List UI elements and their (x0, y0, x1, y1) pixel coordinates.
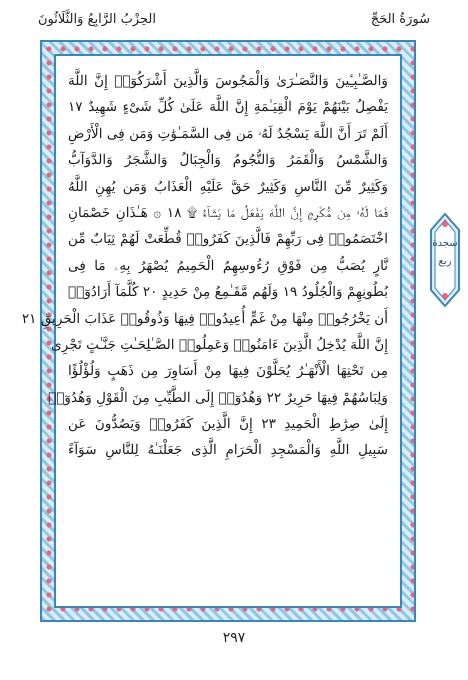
text-panel (21, 54, 402, 608)
text-line: بُطُونِهِمْ وَالْجُلُودُ ١٩ وَلَهُم مَّقَـٰمِعُ مِنْ حَدِيدٍ ٢٠ كُلَّمَآ أَرَادُوٓا۟ (68, 284, 388, 301)
text-line: فَمَا لَهُۥ مِن مُّكْرِمٍ إِنَّ اللَّهَ يَفْعَلُ مَا يَشَآءُ ۩ ١٨ ۞ هَـٰذَانِ خَصْمَانِ (68, 204, 388, 221)
text-line: وَكَثِيرٌ مِّنَ النَّاسِ وَكَثِيرٌ حَقَّ عَلَيْهِ الْعَذَابُ وَمَن يُهِنِ اللَّهُ (68, 178, 388, 195)
verse-text (21, 68, 388, 594)
rub-label: ربع (438, 256, 452, 267)
text-line: إِنَّ اللَّهَ يُدْخِلُ الَّذِينَ ءَامَنُوا۟ وَعَمِلُوا۟ الصَّـٰلِحَـٰتِ جَنَّـٰتٍ تَجْرِى (51, 336, 388, 353)
hizb-name: الحِزْبُ الرَّابِعُ وَالثَّلَاثُونَ (38, 12, 156, 27)
text-line: يَفْصِلُ بَيْنَهُمْ يَوْمَ الْقِيَـٰمَةِ إِنَّ اللَّهَ عَلَىٰ كُلِّ شَىْءٍ شَهِيدٌ ١٧ (68, 99, 388, 116)
text-line: مِن تَحْتِهَا الْأَنْهَـٰرُ يُحَلَّوْنَ فِيهَا مِنْ أَسَاوِرَ مِن ذَهَبٍ وَلُؤْلُؤًا (68, 363, 388, 380)
text-line: اخْتَصَمُوا۟ فِى رَبِّهِمْ فَالَّذِينَ كَفَرُوا۟ قُطِّعَتْ لَهُمْ ثِيَابٌ مِّن (68, 231, 388, 248)
surah-name: سُورَةُ الحَجِّ (370, 12, 430, 27)
sajda-label: سجدة (432, 238, 458, 249)
sajda-rub-marker (428, 212, 462, 308)
text-line: أَلَمْ تَرَ أَنَّ اللَّهَ يَسْجُدُ لَهُۥ مَن فِى السَّمَـٰوَٰتِ وَمَن فِى الْأَرْضِ (68, 125, 388, 142)
text-line: وَلِبَاسُهُمْ فِيهَا حَرِيرٌ ٢٢ وَهُدُوٓا۟ إِلَى الطَّيِّبِ مِنَ الْقَوْلِ وَهُدُوٓا۟ (48, 389, 388, 406)
text-line: سَبِيلِ اللَّهِ وَالْمَسْجِدِ الْحَرَامِ الَّذِى جَعَلْنَـٰهُ لِلنَّاسِ سَوَآءً (68, 442, 388, 459)
text-line: نَّارٍ يُصَبُّ مِن فَوْقِ رُءُوسِهِمُ الْحَمِيمُ يُصْهَرُ بِهِۦ مَا فِى (68, 257, 388, 274)
text-line: وَالشَّمْسُ وَالْقَمَرُ وَالنُّجُومُ وَالْجِبَالُ وَالشَّجَرُ وَالدَّوَآبُّ (68, 152, 388, 169)
ornamental-frame (21, 40, 416, 622)
page-number: ٢٩٧ (222, 630, 246, 646)
text-line: إِلَىٰ صِرَٰطِ الْحَمِيدِ ٢٣ إِنَّ الَّذِينَ كَفَرُوا۟ وَيَصُدُّونَ عَن (68, 416, 388, 433)
page-header (38, 12, 430, 34)
text-line: وَالصَّـٰبِـِٔينَ وَالنَّصَـٰرَىٰ وَالْمَجُوسَ وَالَّذِينَ أَشْرَكُوٓا۟ إِنَّ اللَّهَ (68, 73, 388, 89)
text-line: أَن يَخْرُجُوا۟ مِنْهَا مِنْ غَمٍّ أُعِيدُوا۟ فِيهَا وَذُوقُوا۟ عَذَابَ الْحَرِيقِ ٢١ (21, 310, 388, 327)
